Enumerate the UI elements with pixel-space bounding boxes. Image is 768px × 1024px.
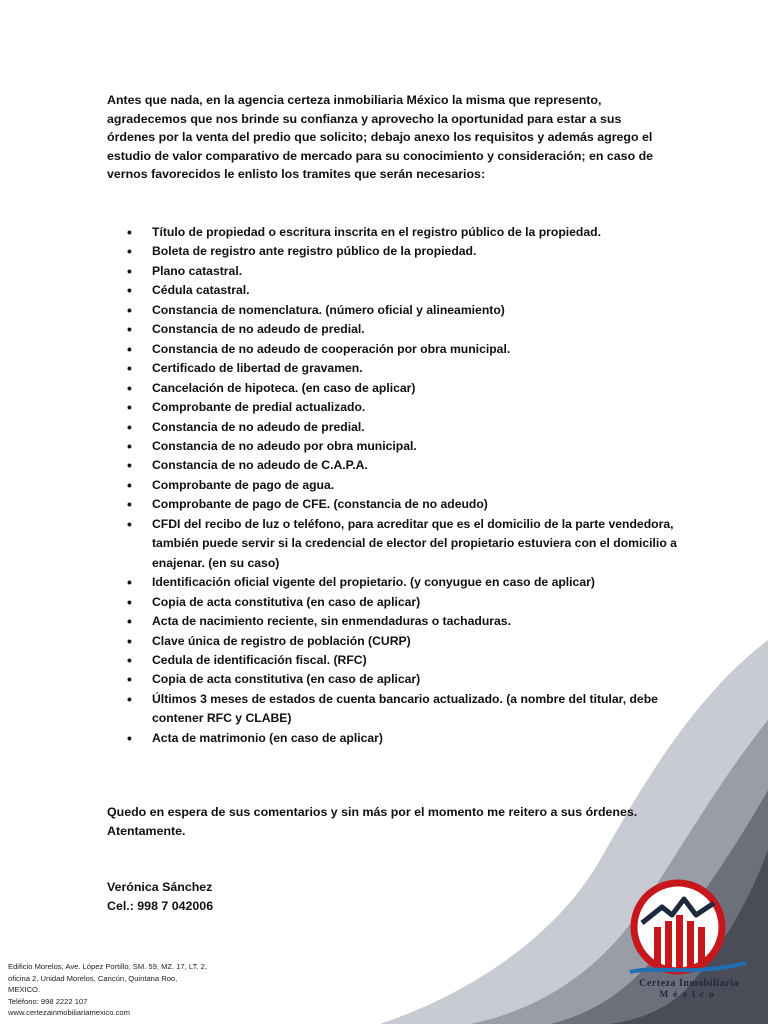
list-item: • Cancelación de hipoteca. (en caso de aplicar) <box>107 379 697 398</box>
footer-line: Edificio Morelos, Ave. López Portillo, SM. 59, MZ. 17, LT. 2, <box>8 962 207 971</box>
signature-block <box>107 878 213 915</box>
list-item: • Comprobante de pago de CFE. (constancia de no adeudo) <box>107 495 697 514</box>
list-item: • Constancia de no adeudo de predial. <box>107 418 697 437</box>
list-item: • Constancia de no adeudo de cooperación por obra municipal. <box>107 340 697 359</box>
closing-line: Quedo en espera de sus comentarios y sin más por el momento me reitero a sus órdenes. <box>107 805 638 819</box>
list-item: • Constancia de no adeudo por obra municipal. <box>107 437 697 456</box>
list-item: • Clave única de registro de población (CURP) <box>107 632 697 651</box>
list-item: • Plano catastral. <box>107 262 697 281</box>
list-item: • Acta de nacimiento reciente, sin enmendaduras o tachaduras. <box>107 612 697 631</box>
list-item: • Certificado de libertad de gravamen. <box>107 359 697 378</box>
list-item: • Constancia de no adeudo de C.A.P.A. <box>107 456 697 475</box>
list-item: • Acta de matrimonio (en caso de aplicar) <box>107 729 697 748</box>
list-item: • Comprobante de pago de agua. <box>107 476 697 495</box>
closing-regards: Atentamente. <box>107 823 186 838</box>
list-item: • Constancia de nomenclatura. (número oficial y alineamiento) <box>107 301 697 320</box>
footer-line: MEXICO. <box>8 985 41 994</box>
list-item: • Boleta de registro ante registro público de la propiedad. <box>107 242 697 261</box>
closing-block <box>107 803 637 840</box>
logo-country: México <box>659 990 719 1000</box>
list-item: • Comprobante de predial actualizado. <box>107 398 697 417</box>
footer-line: Teléfono: 998 2222 107 <box>8 996 88 1006</box>
list-item: • Identificación oficial vigente del propietario. (y conyugue en caso de aplicar) <box>107 573 697 592</box>
list-item: • Constancia de no adeudo de predial. <box>107 320 697 339</box>
footer-address <box>8 961 258 1019</box>
logo-name: Certeza Inmobiliaria <box>639 978 739 989</box>
list-item: • Cédula catastral. <box>107 281 697 300</box>
footer-line: www.certezainmobiliariamexico.com <box>8 1008 130 1017</box>
list-item: • CFDI del recibo de luz o teléfono, para acreditar que es el domicilio de la parte vendedora, también puede servir si la credencial de elector del propietario estuviera con el domicilio a enajenar. (en su caso) <box>107 515 697 573</box>
list-item: • Cedula de identificación fiscal. (RFC) <box>107 651 697 670</box>
requirements-list <box>107 223 697 748</box>
footer-line: oficina 2, Unidad Morelos, Cancún, Quintana Roo, <box>8 973 178 983</box>
signer-phone: Cel.: 998 7 042006 <box>107 898 214 913</box>
list-item: • Copia de acta constitutiva (en caso de aplicar) <box>107 670 697 689</box>
signer-name: Verónica Sánchez <box>107 880 213 894</box>
intro-paragraph: Antes que nada, en la agencia certeza inmobiliaria México la misma que represento, agradecemos que nos brinde su confianza y aprovecho la oportunidad para estar a sus órdenes por la venta del predio que solicito; debajo anexo los requisitos y además agrego el estudio de valor comparativo de mercado para su conocimiento y consideración; en caso de vernos favorecidos le enlisto los tramites que serán necesarios: <box>107 93 654 181</box>
list-item: • Título de propiedad o escritura inscrita en el registro público de la propiedad. <box>107 223 697 242</box>
list-item: • Últimos 3 meses de estados de cuenta bancario actualizado. (a nombre del titular, debe contener RFC y CLABE) <box>107 690 697 729</box>
list-item: • Copia de acta constitutiva (en caso de aplicar) <box>107 593 697 612</box>
